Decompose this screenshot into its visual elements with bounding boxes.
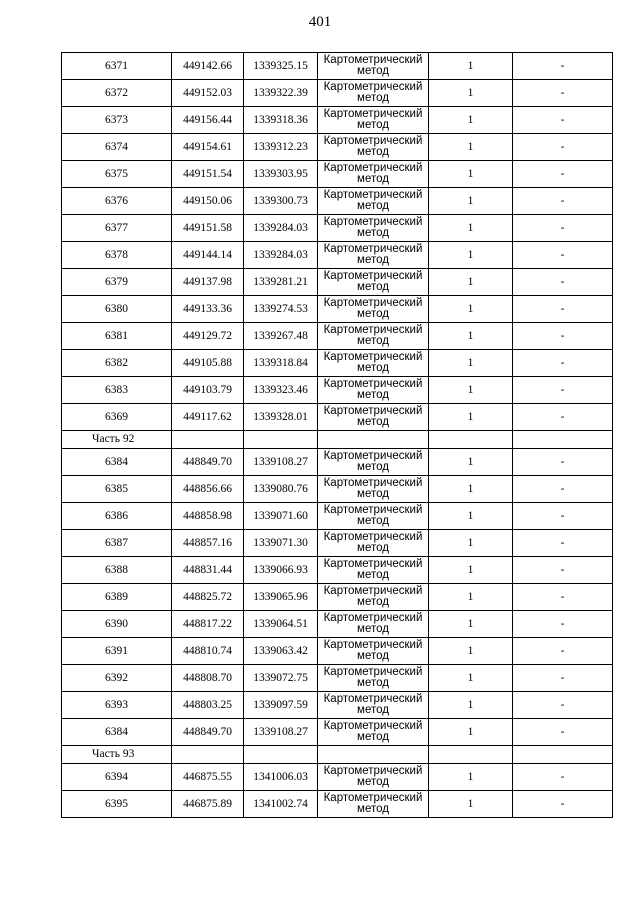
method-line-2: метод bbox=[357, 146, 389, 158]
precision-cell: 1 bbox=[429, 791, 513, 818]
y-coordinate-cell: 1339328.01 bbox=[244, 404, 318, 431]
description-cell: - bbox=[513, 296, 613, 323]
precision-cell: 1 bbox=[429, 557, 513, 584]
y-coordinate-cell: 1339284.03 bbox=[244, 215, 318, 242]
x-coordinate-cell: 446875.55 bbox=[172, 764, 244, 791]
description-cell: - bbox=[513, 611, 613, 638]
point-number-cell: 6393 bbox=[62, 692, 172, 719]
table-body bbox=[62, 53, 613, 818]
precision-cell: 1 bbox=[429, 188, 513, 215]
precision-cell: 1 bbox=[429, 269, 513, 296]
method-line-1: Картометрический bbox=[323, 558, 423, 570]
point-number-cell: 6384 bbox=[62, 449, 172, 476]
empty-cell bbox=[244, 746, 318, 764]
method-line-2: метод bbox=[357, 731, 389, 743]
point-number-cell: 6384 bbox=[62, 719, 172, 746]
table-row bbox=[62, 476, 613, 503]
precision-cell: 1 bbox=[429, 692, 513, 719]
x-coordinate-cell: 449103.79 bbox=[172, 377, 244, 404]
description-cell: - bbox=[513, 107, 613, 134]
method-cell bbox=[318, 449, 429, 476]
point-number-cell: 6373 bbox=[62, 107, 172, 134]
description-cell: - bbox=[513, 791, 613, 818]
table-row bbox=[62, 638, 613, 665]
precision-cell: 1 bbox=[429, 404, 513, 431]
x-coordinate-cell: 449144.14 bbox=[172, 242, 244, 269]
method-line-2: метод bbox=[357, 515, 389, 527]
method-line-1: Картометрический bbox=[323, 324, 423, 336]
y-coordinate-cell: 1339323.46 bbox=[244, 377, 318, 404]
table-row bbox=[62, 530, 613, 557]
table-row bbox=[62, 764, 613, 791]
method-line-1: Картометрический bbox=[323, 270, 423, 282]
y-coordinate-cell: 1339300.73 bbox=[244, 188, 318, 215]
method-cell bbox=[318, 557, 429, 584]
precision-cell: 1 bbox=[429, 80, 513, 107]
point-number-cell: 6375 bbox=[62, 161, 172, 188]
method-cell bbox=[318, 503, 429, 530]
x-coordinate-cell: 449152.03 bbox=[172, 80, 244, 107]
method-cell bbox=[318, 377, 429, 404]
method-line-1: Картометрический bbox=[323, 378, 423, 390]
method-cell bbox=[318, 134, 429, 161]
method-line-1: Картометрический bbox=[323, 720, 423, 732]
method-cell bbox=[318, 161, 429, 188]
point-number-cell: 6376 bbox=[62, 188, 172, 215]
method-cell bbox=[318, 242, 429, 269]
y-coordinate-cell: 1339064.51 bbox=[244, 611, 318, 638]
method-line-1: Картометрический bbox=[323, 612, 423, 624]
precision-cell: 1 bbox=[429, 350, 513, 377]
point-number-cell: 6391 bbox=[62, 638, 172, 665]
method-cell bbox=[318, 53, 429, 80]
coordinates-table bbox=[61, 52, 613, 818]
method-cell bbox=[318, 404, 429, 431]
table-row bbox=[62, 404, 613, 431]
y-coordinate-cell: 1339072.75 bbox=[244, 665, 318, 692]
description-cell: - bbox=[513, 557, 613, 584]
method-line-1: Картометрический bbox=[323, 189, 423, 201]
precision-cell: 1 bbox=[429, 323, 513, 350]
description-cell: - bbox=[513, 215, 613, 242]
method-line-2: метод bbox=[357, 776, 389, 788]
description-cell: - bbox=[513, 350, 613, 377]
y-coordinate-cell: 1339267.48 bbox=[244, 323, 318, 350]
table-row bbox=[62, 611, 613, 638]
y-coordinate-cell: 1339284.03 bbox=[244, 242, 318, 269]
description-cell: - bbox=[513, 404, 613, 431]
method-line-2: метод bbox=[357, 65, 389, 77]
method-cell bbox=[318, 323, 429, 350]
point-number-cell: 6386 bbox=[62, 503, 172, 530]
y-coordinate-cell: 1341002.74 bbox=[244, 791, 318, 818]
table-row bbox=[62, 449, 613, 476]
x-coordinate-cell: 448849.70 bbox=[172, 719, 244, 746]
point-number-cell: 6390 bbox=[62, 611, 172, 638]
method-cell bbox=[318, 188, 429, 215]
section-label: Часть 92 bbox=[62, 431, 172, 449]
method-line-1: Картометрический bbox=[323, 765, 423, 777]
x-coordinate-cell: 448857.16 bbox=[172, 530, 244, 557]
method-line-1: Картометрический bbox=[323, 297, 423, 309]
method-cell bbox=[318, 476, 429, 503]
method-cell bbox=[318, 296, 429, 323]
x-coordinate-cell: 449133.36 bbox=[172, 296, 244, 323]
empty-cell bbox=[429, 431, 513, 449]
table-row bbox=[62, 161, 613, 188]
method-line-1: Картометрический bbox=[323, 216, 423, 228]
point-number-cell: 6395 bbox=[62, 791, 172, 818]
method-line-2: метод bbox=[357, 254, 389, 266]
point-number-cell: 6379 bbox=[62, 269, 172, 296]
table-row bbox=[62, 791, 613, 818]
method-cell bbox=[318, 692, 429, 719]
x-coordinate-cell: 448808.70 bbox=[172, 665, 244, 692]
table-row bbox=[62, 188, 613, 215]
description-cell: - bbox=[513, 134, 613, 161]
method-line-2: метод bbox=[357, 119, 389, 131]
empty-cell bbox=[172, 746, 244, 764]
empty-cell bbox=[429, 746, 513, 764]
point-number-cell: 6369 bbox=[62, 404, 172, 431]
method-line-2: метод bbox=[357, 416, 389, 428]
table-row bbox=[62, 557, 613, 584]
y-coordinate-cell: 1341006.03 bbox=[244, 764, 318, 791]
precision-cell: 1 bbox=[429, 449, 513, 476]
description-cell: - bbox=[513, 269, 613, 296]
y-coordinate-cell: 1339066.93 bbox=[244, 557, 318, 584]
x-coordinate-cell: 449117.62 bbox=[172, 404, 244, 431]
method-line-1: Картометрический bbox=[323, 639, 423, 651]
point-number-cell: 6388 bbox=[62, 557, 172, 584]
method-line-2: метод bbox=[357, 281, 389, 293]
precision-cell: 1 bbox=[429, 503, 513, 530]
precision-cell: 1 bbox=[429, 107, 513, 134]
method-line-2: метод bbox=[357, 200, 389, 212]
precision-cell: 1 bbox=[429, 584, 513, 611]
precision-cell: 1 bbox=[429, 134, 513, 161]
section-label: Часть 93 bbox=[62, 746, 172, 764]
y-coordinate-cell: 1339063.42 bbox=[244, 638, 318, 665]
y-coordinate-cell: 1339322.39 bbox=[244, 80, 318, 107]
method-line-2: метод bbox=[357, 227, 389, 239]
method-line-2: метод bbox=[357, 488, 389, 500]
x-coordinate-cell: 449105.88 bbox=[172, 350, 244, 377]
table-row bbox=[62, 134, 613, 161]
method-cell bbox=[318, 638, 429, 665]
y-coordinate-cell: 1339318.36 bbox=[244, 107, 318, 134]
method-line-1: Картометрический bbox=[323, 135, 423, 147]
method-cell bbox=[318, 584, 429, 611]
x-coordinate-cell: 449154.61 bbox=[172, 134, 244, 161]
x-coordinate-cell: 449137.98 bbox=[172, 269, 244, 296]
point-number-cell: 6385 bbox=[62, 476, 172, 503]
x-coordinate-cell: 449142.66 bbox=[172, 53, 244, 80]
y-coordinate-cell: 1339281.21 bbox=[244, 269, 318, 296]
precision-cell: 1 bbox=[429, 764, 513, 791]
method-line-1: Картометрический bbox=[323, 792, 423, 804]
point-number-cell: 6383 bbox=[62, 377, 172, 404]
precision-cell: 1 bbox=[429, 611, 513, 638]
description-cell: - bbox=[513, 80, 613, 107]
description-cell: - bbox=[513, 476, 613, 503]
section-row bbox=[62, 746, 613, 764]
method-cell bbox=[318, 764, 429, 791]
description-cell: - bbox=[513, 638, 613, 665]
table-row bbox=[62, 665, 613, 692]
empty-cell bbox=[244, 431, 318, 449]
empty-cell bbox=[318, 431, 429, 449]
x-coordinate-cell: 448856.66 bbox=[172, 476, 244, 503]
description-cell: - bbox=[513, 242, 613, 269]
method-line-1: Картометрический bbox=[323, 585, 423, 597]
precision-cell: 1 bbox=[429, 53, 513, 80]
precision-cell: 1 bbox=[429, 377, 513, 404]
table-row bbox=[62, 692, 613, 719]
x-coordinate-cell: 449151.54 bbox=[172, 161, 244, 188]
method-line-2: метод bbox=[357, 650, 389, 662]
method-cell bbox=[318, 530, 429, 557]
method-cell bbox=[318, 719, 429, 746]
table-row bbox=[62, 53, 613, 80]
precision-cell: 1 bbox=[429, 215, 513, 242]
y-coordinate-cell: 1339065.96 bbox=[244, 584, 318, 611]
y-coordinate-cell: 1339108.27 bbox=[244, 449, 318, 476]
x-coordinate-cell: 448817.22 bbox=[172, 611, 244, 638]
precision-cell: 1 bbox=[429, 719, 513, 746]
empty-cell bbox=[318, 746, 429, 764]
method-line-2: метод bbox=[357, 461, 389, 473]
point-number-cell: 6371 bbox=[62, 53, 172, 80]
method-line-1: Картометрический bbox=[323, 477, 423, 489]
method-line-1: Картометрический bbox=[323, 666, 423, 678]
point-number-cell: 6380 bbox=[62, 296, 172, 323]
method-line-1: Картометрический bbox=[323, 162, 423, 174]
method-line-1: Картометрический bbox=[323, 351, 423, 363]
method-line-2: метод bbox=[357, 704, 389, 716]
method-cell bbox=[318, 665, 429, 692]
table-row bbox=[62, 215, 613, 242]
table-row bbox=[62, 107, 613, 134]
method-line-2: метод bbox=[357, 623, 389, 635]
point-number-cell: 6381 bbox=[62, 323, 172, 350]
x-coordinate-cell: 448858.98 bbox=[172, 503, 244, 530]
page-number: 401 bbox=[308, 14, 332, 30]
point-number-cell: 6382 bbox=[62, 350, 172, 377]
x-coordinate-cell: 448849.70 bbox=[172, 449, 244, 476]
y-coordinate-cell: 1339303.95 bbox=[244, 161, 318, 188]
x-coordinate-cell: 449129.72 bbox=[172, 323, 244, 350]
y-coordinate-cell: 1339097.59 bbox=[244, 692, 318, 719]
method-line-1: Картометрический bbox=[323, 243, 423, 255]
method-line-2: метод bbox=[357, 362, 389, 374]
point-number-cell: 6377 bbox=[62, 215, 172, 242]
x-coordinate-cell: 446875.89 bbox=[172, 791, 244, 818]
precision-cell: 1 bbox=[429, 665, 513, 692]
method-line-2: метод bbox=[357, 677, 389, 689]
precision-cell: 1 bbox=[429, 161, 513, 188]
x-coordinate-cell: 449151.58 bbox=[172, 215, 244, 242]
precision-cell: 1 bbox=[429, 476, 513, 503]
x-coordinate-cell: 449156.44 bbox=[172, 107, 244, 134]
method-line-1: Картометрический bbox=[323, 405, 423, 417]
table-row bbox=[62, 503, 613, 530]
y-coordinate-cell: 1339274.53 bbox=[244, 296, 318, 323]
method-line-2: метод bbox=[357, 803, 389, 815]
description-cell: - bbox=[513, 764, 613, 791]
method-cell bbox=[318, 107, 429, 134]
precision-cell: 1 bbox=[429, 638, 513, 665]
precision-cell: 1 bbox=[429, 530, 513, 557]
point-number-cell: 6387 bbox=[62, 530, 172, 557]
description-cell: - bbox=[513, 449, 613, 476]
table-row bbox=[62, 80, 613, 107]
method-line-2: метод bbox=[357, 173, 389, 185]
point-number-cell: 6394 bbox=[62, 764, 172, 791]
description-cell: - bbox=[513, 584, 613, 611]
x-coordinate-cell: 448825.72 bbox=[172, 584, 244, 611]
x-coordinate-cell: 448810.74 bbox=[172, 638, 244, 665]
description-cell: - bbox=[513, 188, 613, 215]
point-number-cell: 6392 bbox=[62, 665, 172, 692]
method-cell bbox=[318, 269, 429, 296]
method-line-1: Картометрический bbox=[323, 54, 423, 66]
method-line-2: метод bbox=[357, 92, 389, 104]
table-row bbox=[62, 269, 613, 296]
point-number-cell: 6374 bbox=[62, 134, 172, 161]
y-coordinate-cell: 1339071.60 bbox=[244, 503, 318, 530]
method-cell bbox=[318, 791, 429, 818]
method-line-2: метод bbox=[357, 569, 389, 581]
method-line-2: метод bbox=[357, 389, 389, 401]
description-cell: - bbox=[513, 719, 613, 746]
method-line-2: метод bbox=[357, 335, 389, 347]
method-line-1: Картометрический bbox=[323, 531, 423, 543]
method-line-2: метод bbox=[357, 542, 389, 554]
table-row bbox=[62, 584, 613, 611]
empty-cell bbox=[513, 746, 613, 764]
description-cell: - bbox=[513, 530, 613, 557]
point-number-cell: 6389 bbox=[62, 584, 172, 611]
description-cell: - bbox=[513, 665, 613, 692]
empty-cell bbox=[172, 431, 244, 449]
method-line-1: Картометрический bbox=[323, 450, 423, 462]
y-coordinate-cell: 1339108.27 bbox=[244, 719, 318, 746]
y-coordinate-cell: 1339071.30 bbox=[244, 530, 318, 557]
method-cell bbox=[318, 350, 429, 377]
method-line-1: Картометрический bbox=[323, 693, 423, 705]
method-cell bbox=[318, 611, 429, 638]
section-row bbox=[62, 431, 613, 449]
description-cell: - bbox=[513, 377, 613, 404]
precision-cell: 1 bbox=[429, 242, 513, 269]
description-cell: - bbox=[513, 161, 613, 188]
method-line-1: Картометрический bbox=[323, 108, 423, 120]
description-cell: - bbox=[513, 503, 613, 530]
table-row bbox=[62, 350, 613, 377]
point-number-cell: 6378 bbox=[62, 242, 172, 269]
method-line-1: Картометрический bbox=[323, 504, 423, 516]
x-coordinate-cell: 448831.44 bbox=[172, 557, 244, 584]
description-cell: - bbox=[513, 323, 613, 350]
method-line-2: метод bbox=[357, 596, 389, 608]
description-cell: - bbox=[513, 53, 613, 80]
method-line-1: Картометрический bbox=[323, 81, 423, 93]
empty-cell bbox=[513, 431, 613, 449]
table-row bbox=[62, 377, 613, 404]
table-row bbox=[62, 242, 613, 269]
point-number-cell: 6372 bbox=[62, 80, 172, 107]
method-cell bbox=[318, 80, 429, 107]
y-coordinate-cell: 1339325.15 bbox=[244, 53, 318, 80]
y-coordinate-cell: 1339318.84 bbox=[244, 350, 318, 377]
precision-cell: 1 bbox=[429, 296, 513, 323]
table-row bbox=[62, 323, 613, 350]
method-cell bbox=[318, 215, 429, 242]
description-cell: - bbox=[513, 692, 613, 719]
y-coordinate-cell: 1339080.76 bbox=[244, 476, 318, 503]
table-row bbox=[62, 719, 613, 746]
x-coordinate-cell: 448803.25 bbox=[172, 692, 244, 719]
method-line-2: метод bbox=[357, 308, 389, 320]
x-coordinate-cell: 449150.06 bbox=[172, 188, 244, 215]
y-coordinate-cell: 1339312.23 bbox=[244, 134, 318, 161]
table-row bbox=[62, 296, 613, 323]
